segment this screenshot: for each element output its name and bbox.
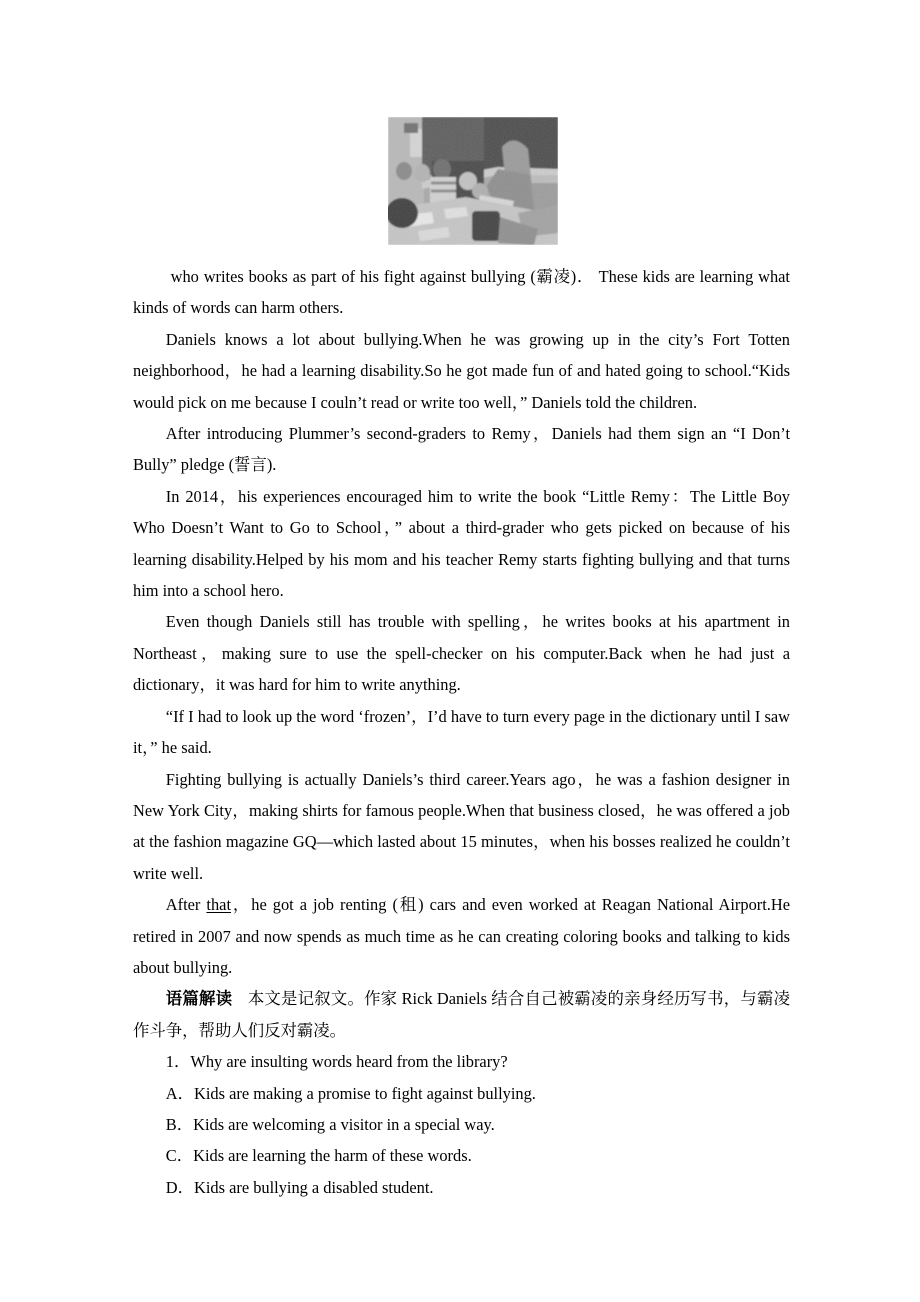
passage-paragraph bbox=[133, 764, 790, 890]
option-a-text: Kids are making a promise to fight against bullying. bbox=[194, 1083, 536, 1103]
passage-paragraph bbox=[133, 324, 790, 418]
classroom-photo-illustration bbox=[388, 117, 558, 245]
text-run: who writes books as part of his fight against bullying (霸凌)． These kids are learning what kinds of words can harm others. bbox=[133, 267, 790, 318]
text-run: Daniels knows a lot about bullying.When he was growing up in the city’s Fort Totten neighborhood，he had a learning disability.So he got made fun of and hated going to school.“Kids would pick on me because I couln’t read or write too well，” Daniels told the children. bbox=[133, 329, 790, 412]
option-c-label: C． bbox=[165, 1146, 194, 1166]
option-a[interactable] bbox=[133, 1078, 790, 1109]
option-d-label: D． bbox=[165, 1177, 195, 1197]
page-content bbox=[133, 117, 790, 1203]
analysis-paragraph bbox=[133, 983, 790, 1046]
option-b-label: B． bbox=[165, 1114, 194, 1134]
analysis-label: 语篇解读 bbox=[165, 989, 233, 1009]
question-number: 1． bbox=[165, 1052, 191, 1072]
text-run: After bbox=[165, 895, 207, 915]
option-b[interactable] bbox=[133, 1109, 790, 1140]
text-body bbox=[133, 261, 790, 1203]
passage-paragraph bbox=[133, 606, 790, 700]
text-run: Even though Daniels still has trouble with spelling，he writes books at his apartment in Northeast，making sure to use the spell-checker on his computer.Back when he had just a dictionary，it was hard for him to write anything. bbox=[133, 612, 790, 695]
text-run: In 2014，his experiences encouraged him to write the book “Little Remy：The Little Boy Who Doesn’t Want to Go to School，” about a third-grader who gets picked on because of his learning disability.Helped by his mom and his teacher Remy starts fighting bullying and that turns him into a school hero. bbox=[133, 486, 790, 601]
passage-paragraph bbox=[133, 701, 790, 764]
option-a-label: A． bbox=[165, 1083, 195, 1103]
underlined-word: that bbox=[206, 895, 231, 915]
classroom-photo bbox=[388, 117, 558, 245]
passage bbox=[133, 261, 790, 983]
passage-paragraph bbox=[133, 481, 790, 607]
passage-paragraph bbox=[133, 261, 790, 324]
question-1 bbox=[133, 1046, 790, 1077]
analysis-text: 本文是记叙文。作家 Rick Daniels 结合自己被霸凌的亲身经历写书，与霸凌作斗争，帮助人们反对霸凌。 bbox=[133, 989, 790, 1040]
text-run: After introducing Plummer’s second-graders to Remy，Daniels had them sign an “I Don’t Bully” pledge (誓言). bbox=[133, 424, 790, 475]
option-d[interactable] bbox=[133, 1172, 790, 1203]
text-run: Fighting bullying is actually Daniels’s third career.Years ago，he was a fashion designer in New York City，making shirts for famous people.When that business closed，he was offered a job at the fashion magazine GQ—which lasted about 15 minutes，when his bosses realized he couldn’t write well. bbox=[133, 769, 790, 883]
passage-paragraph bbox=[133, 418, 790, 481]
text-run: “If I had to look up the word ‘frozen’，I’d have to turn every page in the dictionary until I saw it，” he said. bbox=[133, 706, 790, 758]
question-text: Why are insulting words heard from the library? bbox=[190, 1052, 508, 1072]
option-c[interactable] bbox=[133, 1140, 790, 1171]
option-d-text: Kids are bullying a disabled student. bbox=[194, 1177, 434, 1197]
option-c-text: Kids are learning the harm of these words. bbox=[193, 1146, 472, 1166]
option-b-text: Kids are welcoming a visitor in a special way. bbox=[193, 1114, 495, 1134]
text-run: ，he got a job renting (租) cars and even worked at Reagan National Airport.He retired in 2007 and now spends as much time as he can creating coloring books and talking to kids about bullying. bbox=[133, 895, 790, 977]
passage-paragraph bbox=[133, 889, 790, 983]
